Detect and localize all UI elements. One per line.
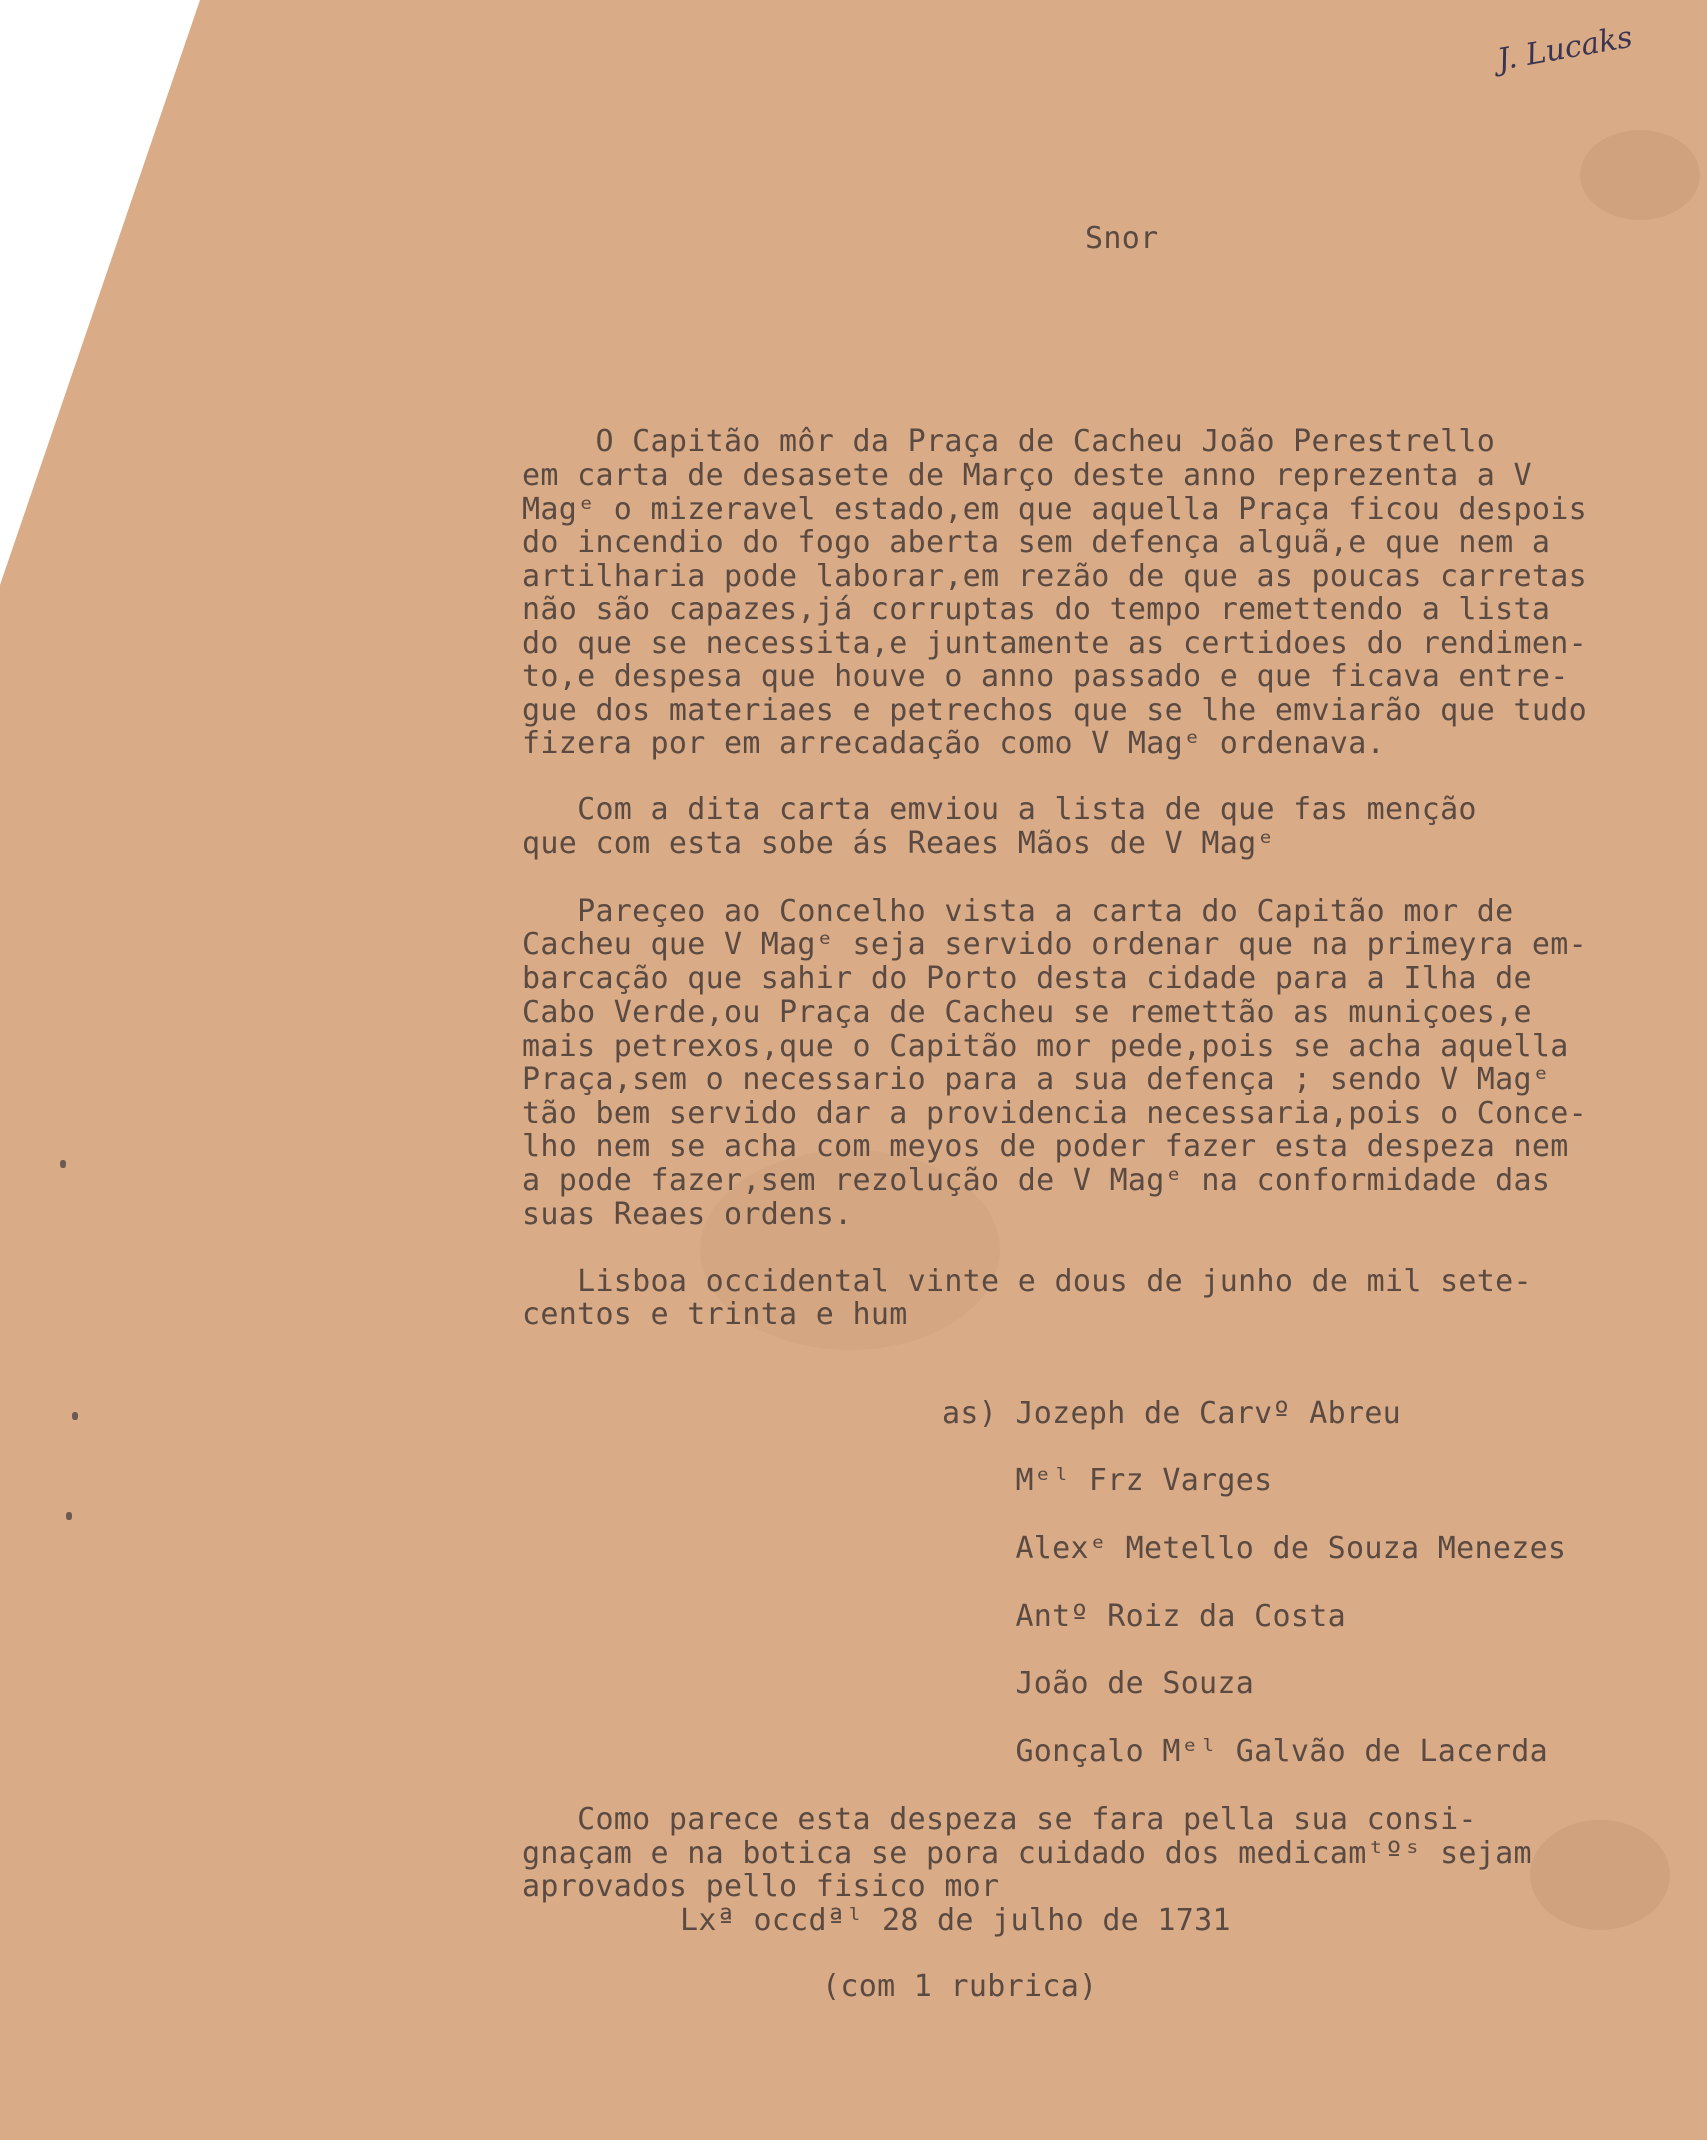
text-line: mais petrexos,que o Capitão mor pede,pois se acha aquella — [522, 1029, 1569, 1064]
text-line: aprovados pello fisico mor — [522, 1869, 1000, 1904]
paper-speck — [72, 1412, 78, 1420]
text-line: gnaçam e na botica se pora cuidado dos medicamᵗºˢ sejam — [522, 1836, 1532, 1871]
text-line: Cacheu que V Magᵉ seja servido ordenar que na primeyra em- — [522, 927, 1587, 962]
text-line: Lisboa occidental vinte e dous de junho de mil sete- — [522, 1264, 1532, 1299]
text-line: em carta de desasete de Março deste anno reprezenta a V — [522, 458, 1532, 493]
paper-speck — [66, 1512, 72, 1520]
text-line: lho nem se acha com meyos de poder fazer esta despeza nem — [522, 1129, 1569, 1164]
text-line: do que se necessita,e juntamente as certidoes do rendimen- — [522, 626, 1587, 661]
signature-line: Antº Roiz da Costa — [942, 1599, 1346, 1634]
text-line: fizera por em arrecadação como V Magᵉ ordenava. — [522, 726, 1385, 761]
text-line: que com esta sobe ás Reaes Mãos de V Magᵉ — [522, 826, 1275, 861]
signature-line: Alexᵉ Metello de Souza Menezes — [942, 1531, 1567, 1566]
decision-date: Lxª occdªˡ 28 de julho de 1731 — [680, 1903, 1231, 1938]
signature-line: Gonçalo Mᵉˡ Galvão de Lacerda — [942, 1734, 1548, 1769]
text-line: centos e trinta e hum — [522, 1297, 908, 1332]
text-line: a pode fazer,sem rezolução de V Magᵉ na conformidade das — [522, 1163, 1551, 1198]
rubric-note: (com 1 rubrica) — [822, 1969, 1098, 2004]
salutation: Snor — [1085, 221, 1159, 256]
signature-line: Mᵉˡ Frz Varges — [942, 1463, 1273, 1498]
text-line: não são capazes,já corruptas do tempo remettendo a lista — [522, 592, 1551, 627]
text-line: Magᵉ o mizeravel estado,em que aquella Praça ficou despois — [522, 492, 1587, 527]
text-line: to,e despesa que houve o anno passado e que ficava entre- — [522, 659, 1569, 694]
text-line: gue dos materiaes e petrechos que se lhe emviarão que tudo — [522, 693, 1587, 728]
paper-stain — [1530, 1820, 1670, 1930]
text-line: Pareçeo ao Concelho vista a carta do Capitão mor de — [522, 894, 1514, 929]
text-line: Com a dita carta emviou a lista de que fas menção — [522, 792, 1477, 827]
text-line: Como parece esta despeza se fara pella sua consi- — [522, 1802, 1477, 1837]
text-line: tão bem servido dar a providencia necessaria,pois o Conce- — [522, 1096, 1587, 1131]
text-line: suas Reaes ordens. — [522, 1197, 853, 1232]
text-line: O Capitão môr da Praça de Cacheu João Perestrello — [522, 424, 1496, 459]
text-line: artilharia pode laborar,em rezão de que as poucas carretas — [522, 559, 1587, 594]
text-line: do incendio do fogo aberta sem defença alguã,e que nem a — [522, 525, 1551, 560]
signature-line: as) Jozeph de Carvº Abreu — [942, 1396, 1402, 1431]
text-line: Praça,sem o necessario para a sua defença ; sendo V Magᵉ — [522, 1062, 1551, 1097]
text-line: Cabo Verde,ou Praça de Cacheu se remettão as muniçoes,e — [522, 995, 1532, 1030]
paper-stain — [1580, 130, 1700, 220]
paper-speck — [60, 1160, 66, 1168]
signature-line: João de Souza — [942, 1666, 1255, 1701]
text-line: barcação que sahir do Porto desta cidade para a Ilha de — [522, 961, 1532, 996]
handwritten-annotation: J. Lucaks — [1494, 19, 1636, 78]
